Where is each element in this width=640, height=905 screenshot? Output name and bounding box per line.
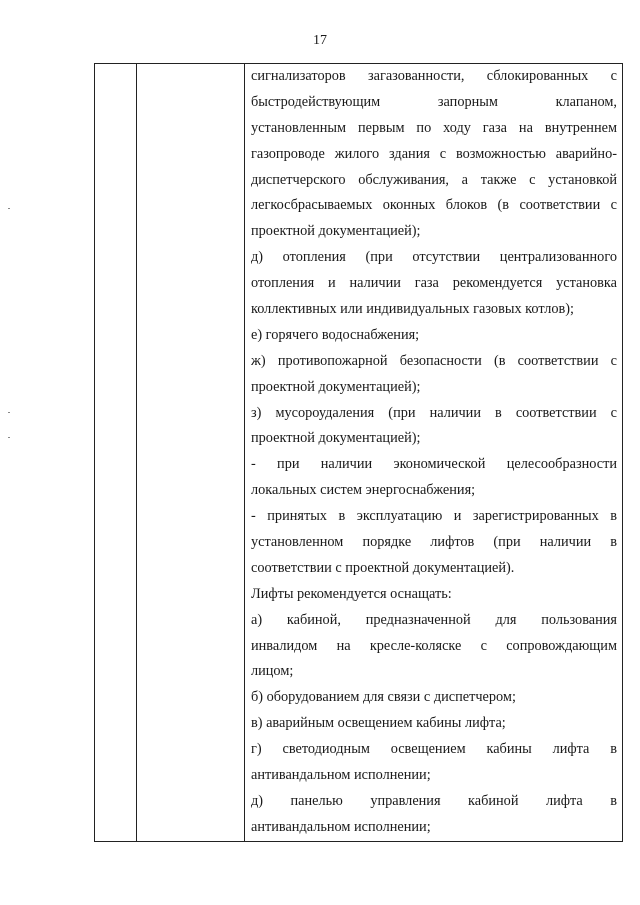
text-line: сигнализаторов загазованности, сблокированных с: [251, 68, 617, 84]
text-line: проектной документацией);: [251, 378, 421, 395]
text-line: ж) противопожарной безопасности (в соответствии с: [251, 352, 617, 369]
scan-speck: [8, 437, 10, 438]
text-line: а) кабиной, предназначенной для пользования: [251, 611, 617, 628]
text-line: - принятых в эксплуатацию и зарегистрированных в: [251, 508, 617, 525]
text-line: б) оборудованием для связи с диспетчером;: [251, 689, 516, 706]
scan-speck: [8, 208, 10, 209]
text-line: коллективных или индивидуальных газовых котлов);: [251, 301, 574, 318]
column-divider-2: [244, 64, 245, 841]
table-text-cell: [251, 64, 617, 841]
text-line: в) аварийным освещением кабины лифта;: [251, 715, 506, 732]
text-line: з) мусороудаления (при наличии в соответствии с: [251, 404, 617, 421]
document-table: [94, 63, 623, 842]
text-line: установленном порядке лифтов (при наличии в: [251, 534, 617, 551]
text-line: легкосбрасываемых оконных блоков (в соответствии с: [251, 197, 617, 214]
text-line: локальных систем энергоснабжения;: [251, 482, 476, 499]
text-line: д) отопления (при отсутствии централизованного: [251, 249, 617, 266]
text-line: д) панелью управления кабиной лифта в: [251, 792, 617, 809]
text-line: антивандальном исполнении;: [251, 767, 431, 784]
column-divider-1: [136, 64, 137, 841]
text-line: быстродействующим запорным клапаном,: [251, 93, 617, 110]
text-line: соответствии с проектной документацией).: [251, 559, 515, 576]
text-line: газопроводе жилого здания с возможностью аварийно-: [251, 145, 617, 162]
scan-speck: [8, 412, 10, 413]
text-line: отопления и наличии газа рекомендуется установка: [251, 275, 617, 292]
text-line: диспетчерского обслуживания, а также с установкой: [251, 171, 617, 188]
text-line: антивандальном исполнении;: [251, 818, 431, 835]
text-line: установленным первым по ходу газа на внутреннем: [251, 119, 617, 136]
page-number: 17: [313, 33, 327, 48]
text-line: проектной документацией);: [251, 223, 421, 240]
text-line: лицом;: [251, 663, 294, 680]
text-line: инвалидом на кресле-коляске с сопровождающим: [251, 637, 617, 654]
text-line: - при наличии экономической целесообразности: [251, 456, 617, 473]
text-line: Лифты рекомендуется оснащать:: [251, 585, 452, 602]
text-line: проектной документацией);: [251, 430, 421, 447]
text-line: е) горячего водоснабжения;: [251, 326, 420, 343]
text-line: г) светодиодным освещением кабины лифта в: [251, 741, 617, 758]
